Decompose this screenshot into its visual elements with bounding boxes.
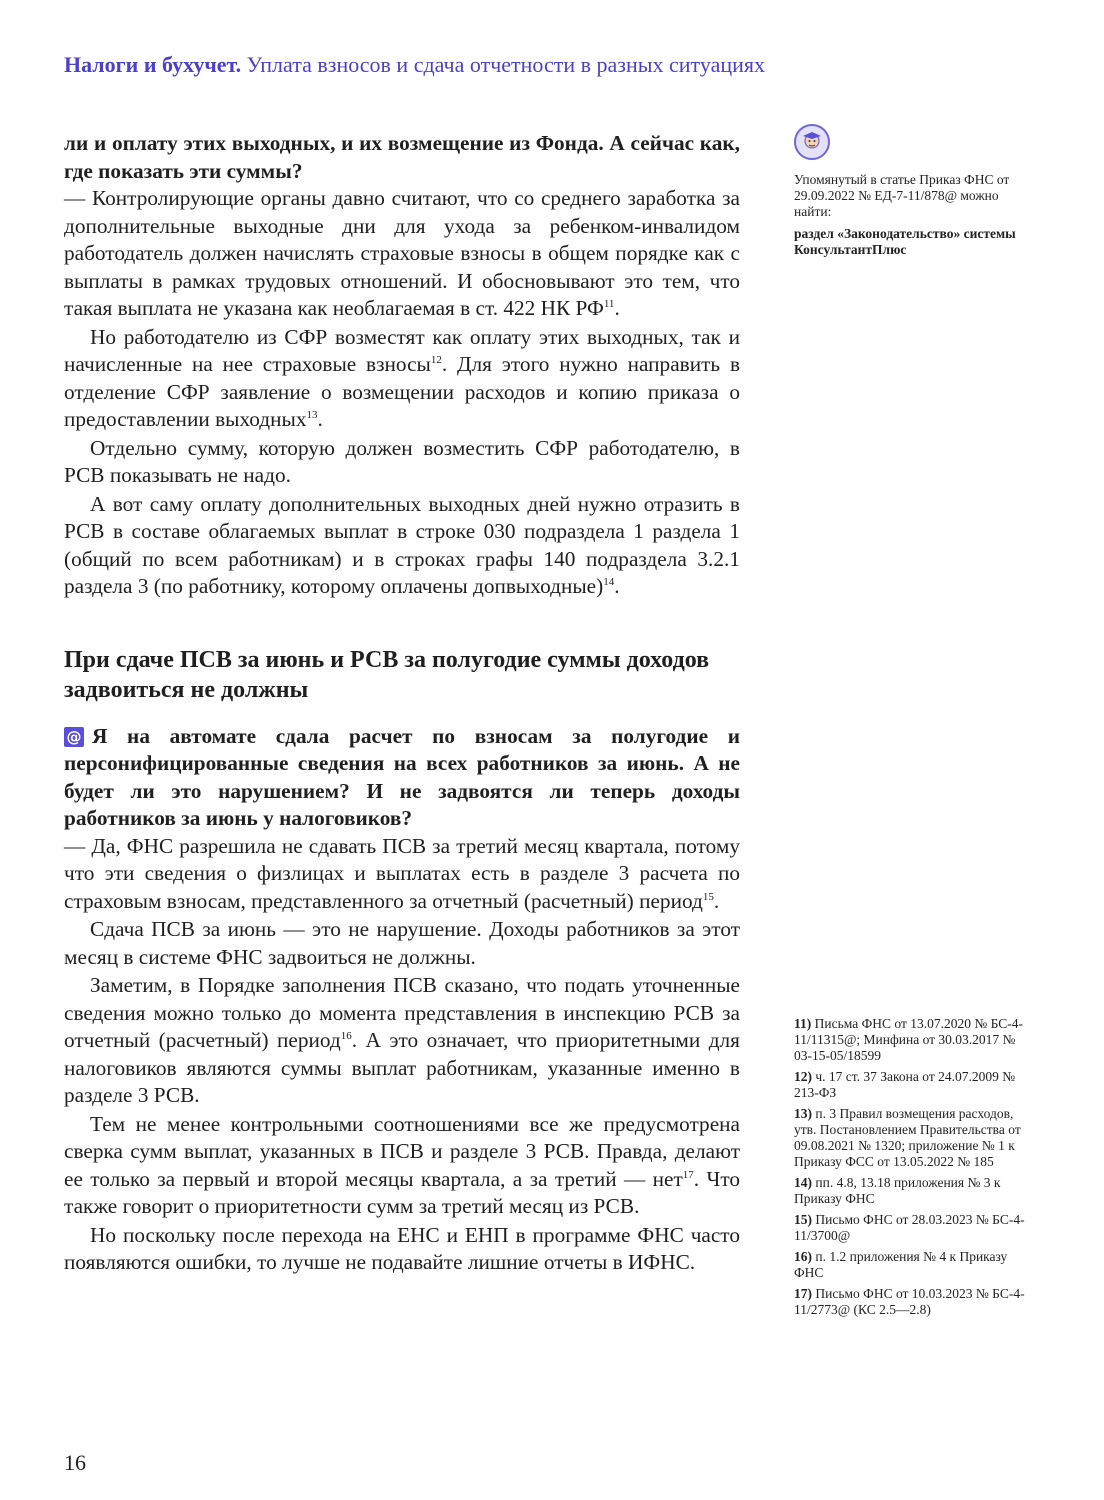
paragraph-8: Тем не менее контрольными соотношениями все же предусмотрена сверка сумм выплат, указанных в ПСВ и разделе 3 РСВ. Правда, делают ее только за первый и второй месяцы квартала, а за третий — нет$^{17}$. Что также говорит о приоритетности сумм за третий месяц из РСВ. [64, 1111, 740, 1218]
running-header [64, 52, 1064, 78]
consultant-sidebar [794, 124, 1034, 258]
footnote-14: 14) пп. 4.8, 13.18 приложения № 3 к Приказу ФНС [794, 1175, 1001, 1206]
article-body [64, 130, 740, 1277]
paragraph-6: Сдача ПСВ за июнь — это не нарушение. Доходы работников за этот месяц в системе ФНС задвоиться не должны. [64, 917, 740, 969]
footnote-ref-15: 15 [702, 890, 714, 903]
expert-avatar-icon [794, 124, 830, 160]
footnote-11: 11) Письма ФНС от 13.07.2020 № БС-4-11/11315@; Минфина от 30.03.2017 № 03-15-05/18599 [794, 1016, 1024, 1063]
paragraph-3: Отдельно сумму, которую должен возместить СФР работодателю, в РСВ показывать не надо. [64, 435, 740, 487]
paragraph-2: Но работодателю из СФР возместят как оплату этих выходных, так и начисленные на нее страховые взносы$^{12}$. Для этого нужно направить в отделение СФР заявление о возмещении расходов и копию приказа о предоставлении выходных$^{13}$. [64, 324, 740, 431]
header-section: Налоги и бухучет. [64, 52, 242, 77]
at-sign-icon: @ [64, 727, 84, 747]
footnote-ref-16: 16 [340, 1029, 352, 1042]
footnote-ref-13: 13 [306, 408, 318, 421]
paragraph-7: Заметим, в Порядке заполнения ПСВ сказано, что подать уточненные сведения можно только до момента представления в инспекцию РСВ за отчетный (расчетный) период$^{16}$. А это означает, что приоритетными для налоговиков являются суммы выплат работникам, указанные именно в разделе 3 РСВ. [64, 973, 740, 1107]
footnote-ref-14: 14 [603, 575, 615, 588]
question-1: ли и оплату этих выходных, и их возмещение из Фонда. А сейчас как, где показать эти суммы? [64, 131, 740, 183]
paragraph-4: А вот саму оплату дополнительных выходных дней нужно отразить в РСВ в составе облагаемых выплат в строке 030 подраздела 1 раздела 1 (общий по всем работникам) и в строках графы 140 подраздела 3.2.1 раздела 3 (по работнику, которому оплачены допвыходные)$^{14}$. [64, 491, 740, 598]
footnote-17: 17) Письмо ФНС от 10.03.2023 № БС-4-11/2773@ (КС 2.5—2.8) [794, 1286, 1025, 1317]
header-subtitle: Уплата взносов и сдача отчетности в разных ситуациях [246, 52, 766, 77]
footnote-15: 15) Письмо ФНС от 28.03.2023 № БС-4-11/3700@ [794, 1212, 1025, 1243]
paragraph-5: — Да, ФНС разрешила не сдавать ПСВ за третий месяц квартала, потому что эти сведения о физлицах и выплатах есть в разделе 3 расчета по страховым взносам, представленного за отчетный (расчетный) период$^{15}$. [64, 833, 740, 913]
sidebar-reference-location: раздел «Законодательство» системы КонсультантПлюс [794, 226, 1016, 257]
footnote-ref-12: 12 [430, 353, 442, 366]
paragraph-9: Но поскольку после перехода на ЕНС и ЕНП в программе ФНС часто появляются ошибки, то лучше не подавайте лишние отчеты в ИФНС. [64, 1222, 740, 1274]
section-heading: При сдаче ПСВ за июнь и РСВ за полугодие суммы доходов задвоиться не должны [64, 646, 710, 703]
footnote-12: 12) ч. 17 ст. 37 Закона от 24.07.2009 № 213-ФЗ [794, 1069, 1016, 1100]
sidebar-reference-text: Упомянутый в статье Приказ ФНС от 29.09.2022 № ЕД-7-11/878@ можно найти: [794, 172, 1010, 219]
footnote-16: 16) п. 1.2 приложения № 4 к Приказу ФНС [794, 1249, 1008, 1280]
footnote-ref-11: 11 [603, 297, 615, 310]
question-2: @ Я на автомате сдала расчет по взносам за полугодие и персонифицированные сведения на всех работников за июнь. А не будет ли это нарушением? И не задвоятся ли теперь доходы работников за июнь у налоговиков? [64, 723, 740, 830]
footnote-13: 13) п. 3 Правил возмещения расходов, утв. Постановлением Правительства от 09.08.2021 № 1320; приложение № 1 к Приказу ФСС от 13.05.2022 № 185 [794, 1106, 1021, 1169]
footnote-ref-17: 17 [682, 1168, 694, 1181]
page-number: 16 [64, 1450, 86, 1475]
paragraph-1: — Контролирующие органы давно считают, что со среднего заработка за дополнительные выходные дни для ухода за ребенком-инвалидом работодатель должен начислять страховые взносы в общем порядке как с выплаты в рамках трудовых отношений. И обосновывают это тем, что такая выплата не указана как необлагаемая в ст. 422 НК РФ$^{11}$. [64, 186, 740, 320]
footnotes [794, 1016, 1026, 1323]
